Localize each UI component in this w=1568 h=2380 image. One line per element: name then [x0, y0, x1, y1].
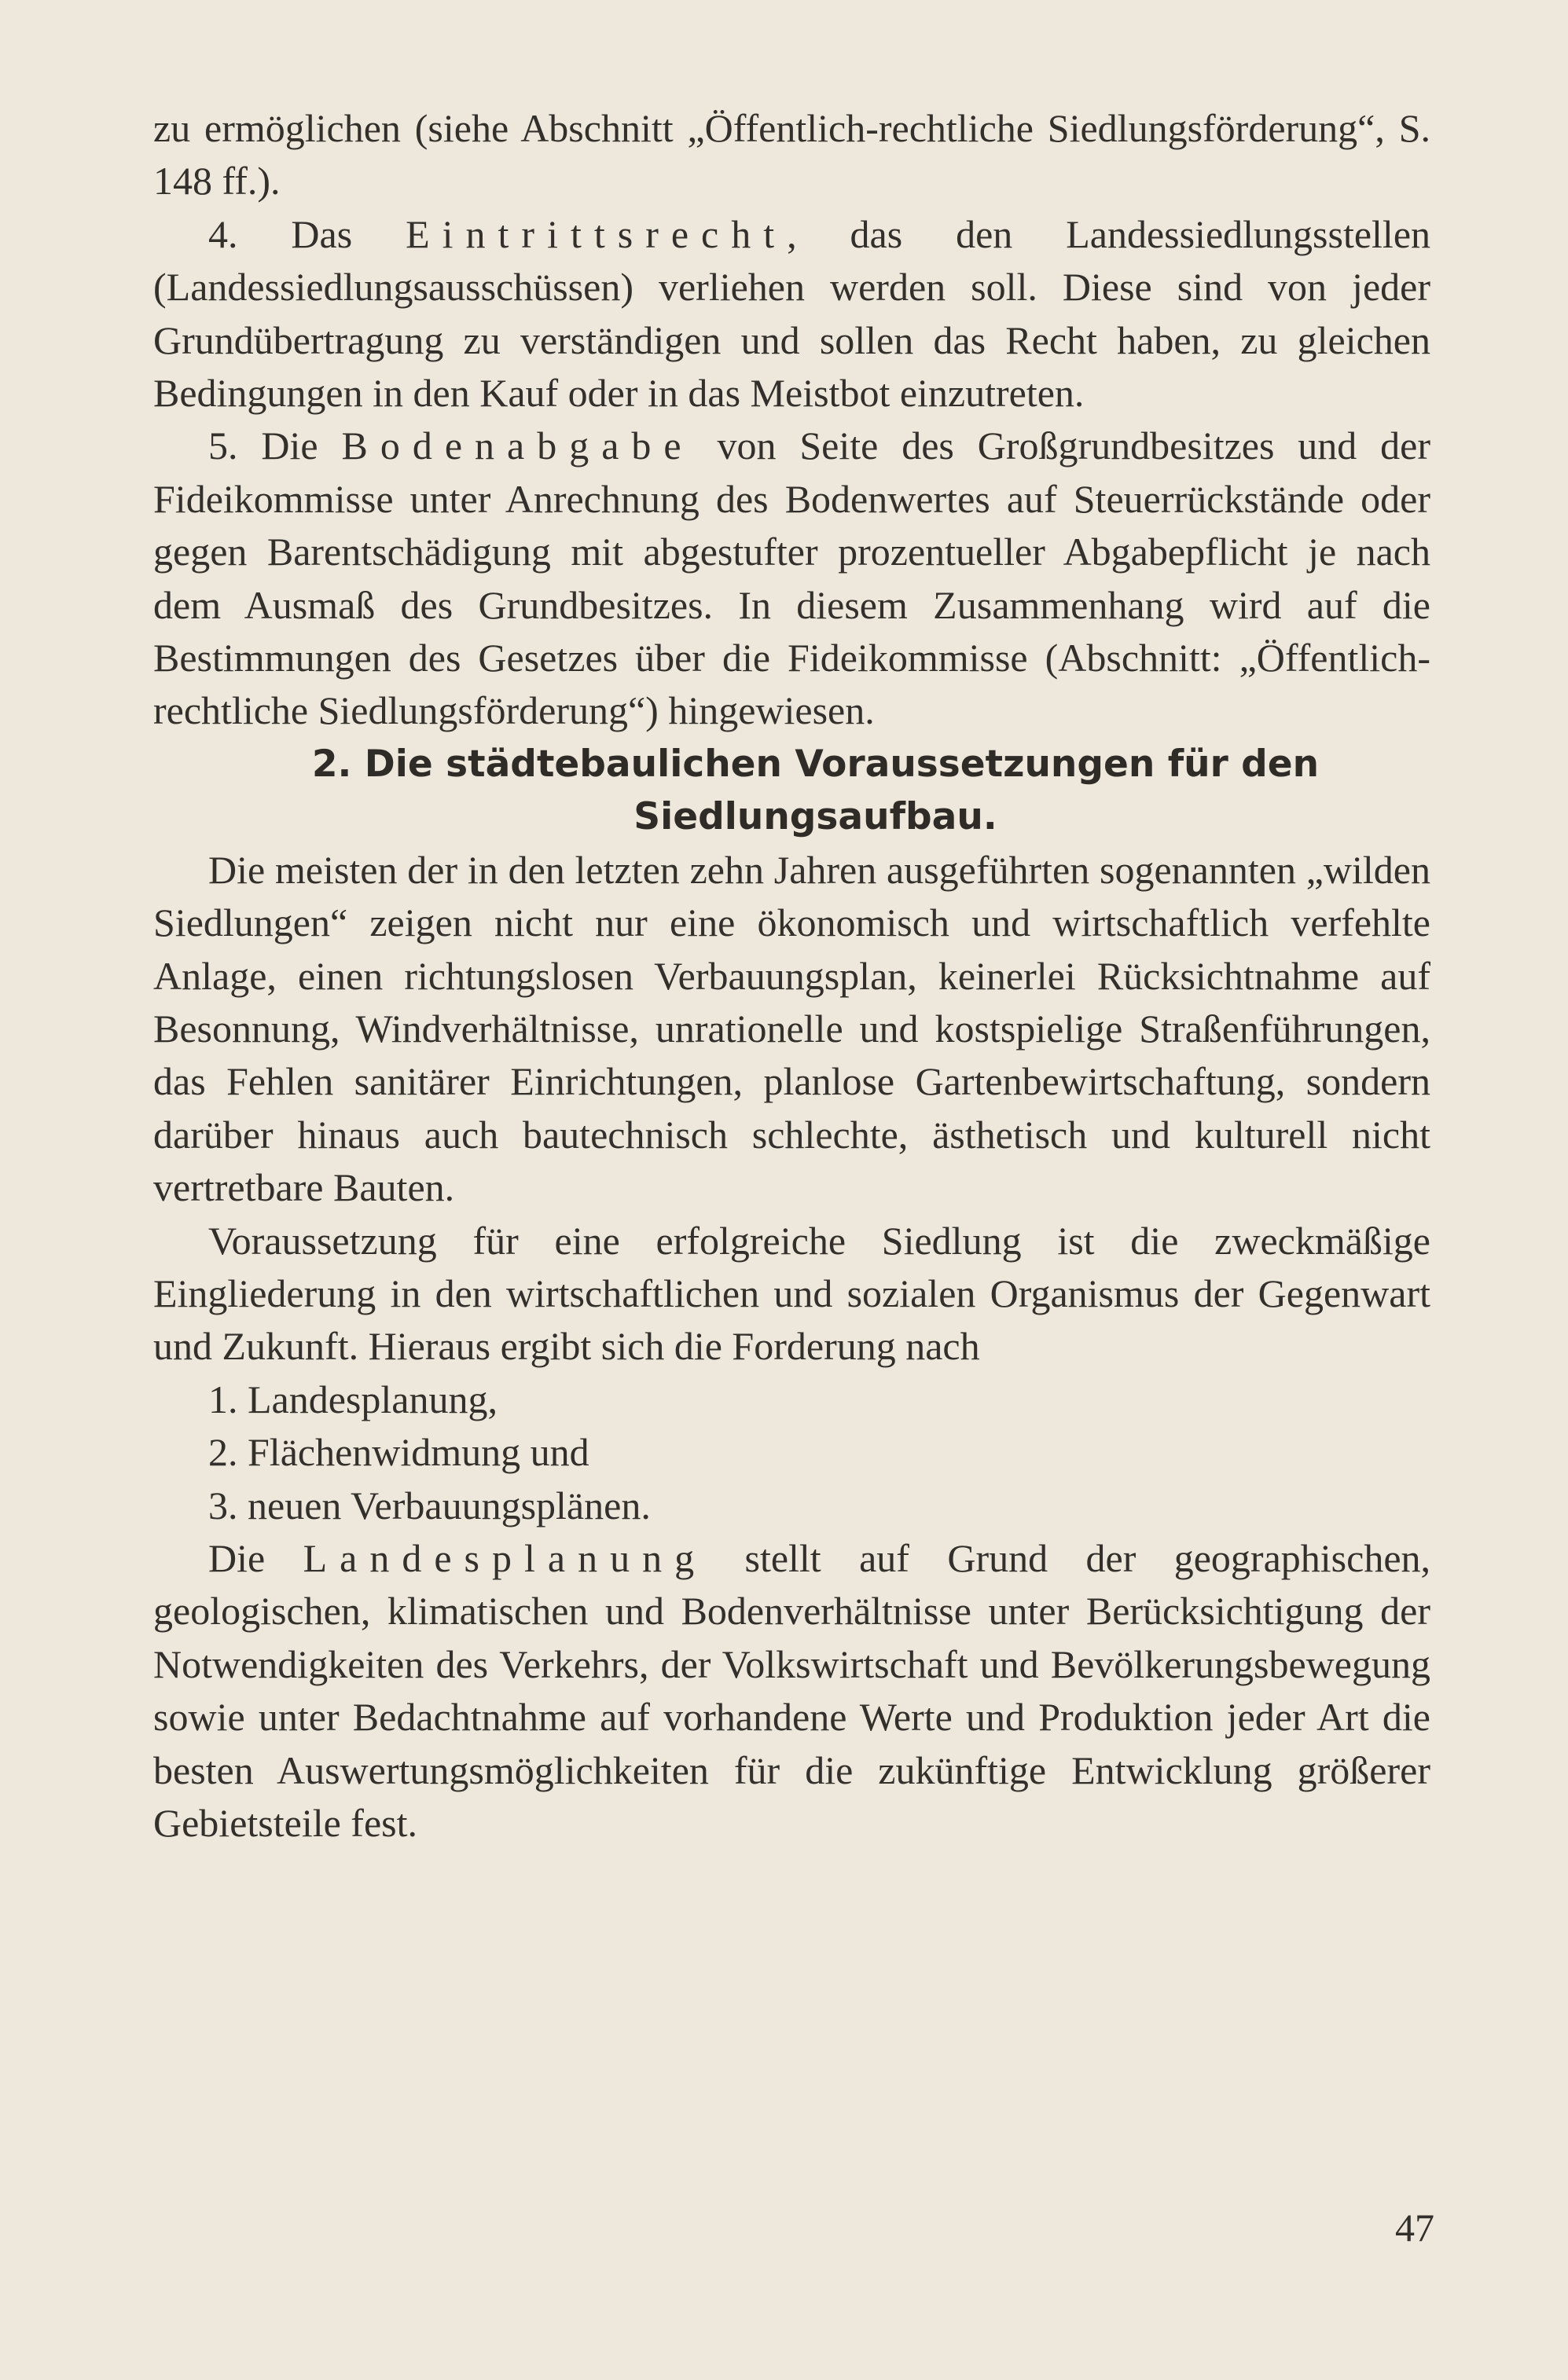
paragraph-continuation: zu ermöglichen (siehe Abschnitt „Öffentlich-rechtliche Siedlungsförderung“, S. 148 ff.).: [153, 106, 1430, 204]
item-number: 4. Das: [208, 211, 353, 256]
section-heading: 2. Die städtebaulichen Voraussetzungen für den Siedlungsaufbau.: [311, 742, 1320, 839]
item-number: 5. Die: [208, 424, 318, 468]
body-text: [153, 102, 1430, 1850]
list-item: 2. Flächenwidmung und: [208, 1430, 589, 1475]
paragraph-bodenabgabe: [153, 420, 1430, 737]
list-item: 3. neuen Verbauungsplänen.: [208, 1483, 651, 1527]
paragraph-body: , das den Landessiedlungsstellen (Landessiedlungsausschüssen) verliehen werden soll. Diese sind von jeder Grundübertragung zu verständigen und sollen das Recht haben, zu gleichen Bedingungen in den Kauf oder in das Meistbot einzutreten.: [153, 211, 1431, 416]
paragraph-body: von Seite des Großgrundbesitzes und der Fideikommisse unter Anrechnung des Bodenwertes auf Steuerrückstände oder gegen Barentschädigung mit abgestufter prozentueller Abgabepflicht je nach dem Ausmaß des Grundbesitzes. In diesem Zusammenhang wird auf die Bestimmungen des Gesetzes über die Fideikommisse (Abschnitt: „Öffentlich-rechtliche Siedlungsförderung“) hingewiesen.: [153, 424, 1431, 733]
emphasized-term: Eintrittsrecht: [406, 211, 788, 256]
paragraph-body: stellt auf Grund der geographischen, geologischen, klimatischen und Bodenverhältnisse unter Berücksichtigung der Notwendigkeiten des Verkehrs, der Volkswirtschaft und Bevölkerungsbewegung sowie unter Bedachtnahme auf vorhandene Werte und Produktion jeder Art die besten Auswertungsmöglichkeiten für die zukünftige Entwicklung größerer Gebietsteile fest.: [153, 1535, 1431, 1845]
emphasized-term: Landesplanung: [303, 1535, 707, 1580]
list-item: 1. Landesplanung,: [208, 1377, 498, 1421]
paragraph-landesplanung: [153, 1532, 1430, 1850]
paragraph-voraussetzung: Voraussetzung für eine erfolgreiche Siedlung ist die zweckmäßige Eingliederung in den wirtschaftlichen und sozialen Organismus der Gegenwart und Zukunft. Hieraus ergibt sich die Forderung nach: [153, 1218, 1430, 1369]
paragraph-eintrittsrecht: [153, 208, 1430, 420]
paragraph-wilde-siedlungen: Die meisten der in den letzten zehn Jahren ausgeführten sogenannten „wilden Siedlungen“ zeigen nicht nur eine ökonomisch und wirtschaftlich verfehlte Anlage, einen richtungslosen Verbauungsplan, keinerlei Rücksichtnahme auf Besonnung, Windverhältnisse, unrationelle und kostspielige Straßenführungen, das Fehlen sanitärer Einrichtungen, planlose Gartenbewirtschaftung, sondern darüber hinaus auch bautechnisch schlechte, ästhetisch und kulturell nicht vertretbare Bauten.: [153, 847, 1430, 1210]
emphasized-term: Bodenabgabe: [341, 424, 694, 468]
page-number: 47: [1395, 2206, 1434, 2250]
paragraph-start: Die: [208, 1535, 266, 1580]
